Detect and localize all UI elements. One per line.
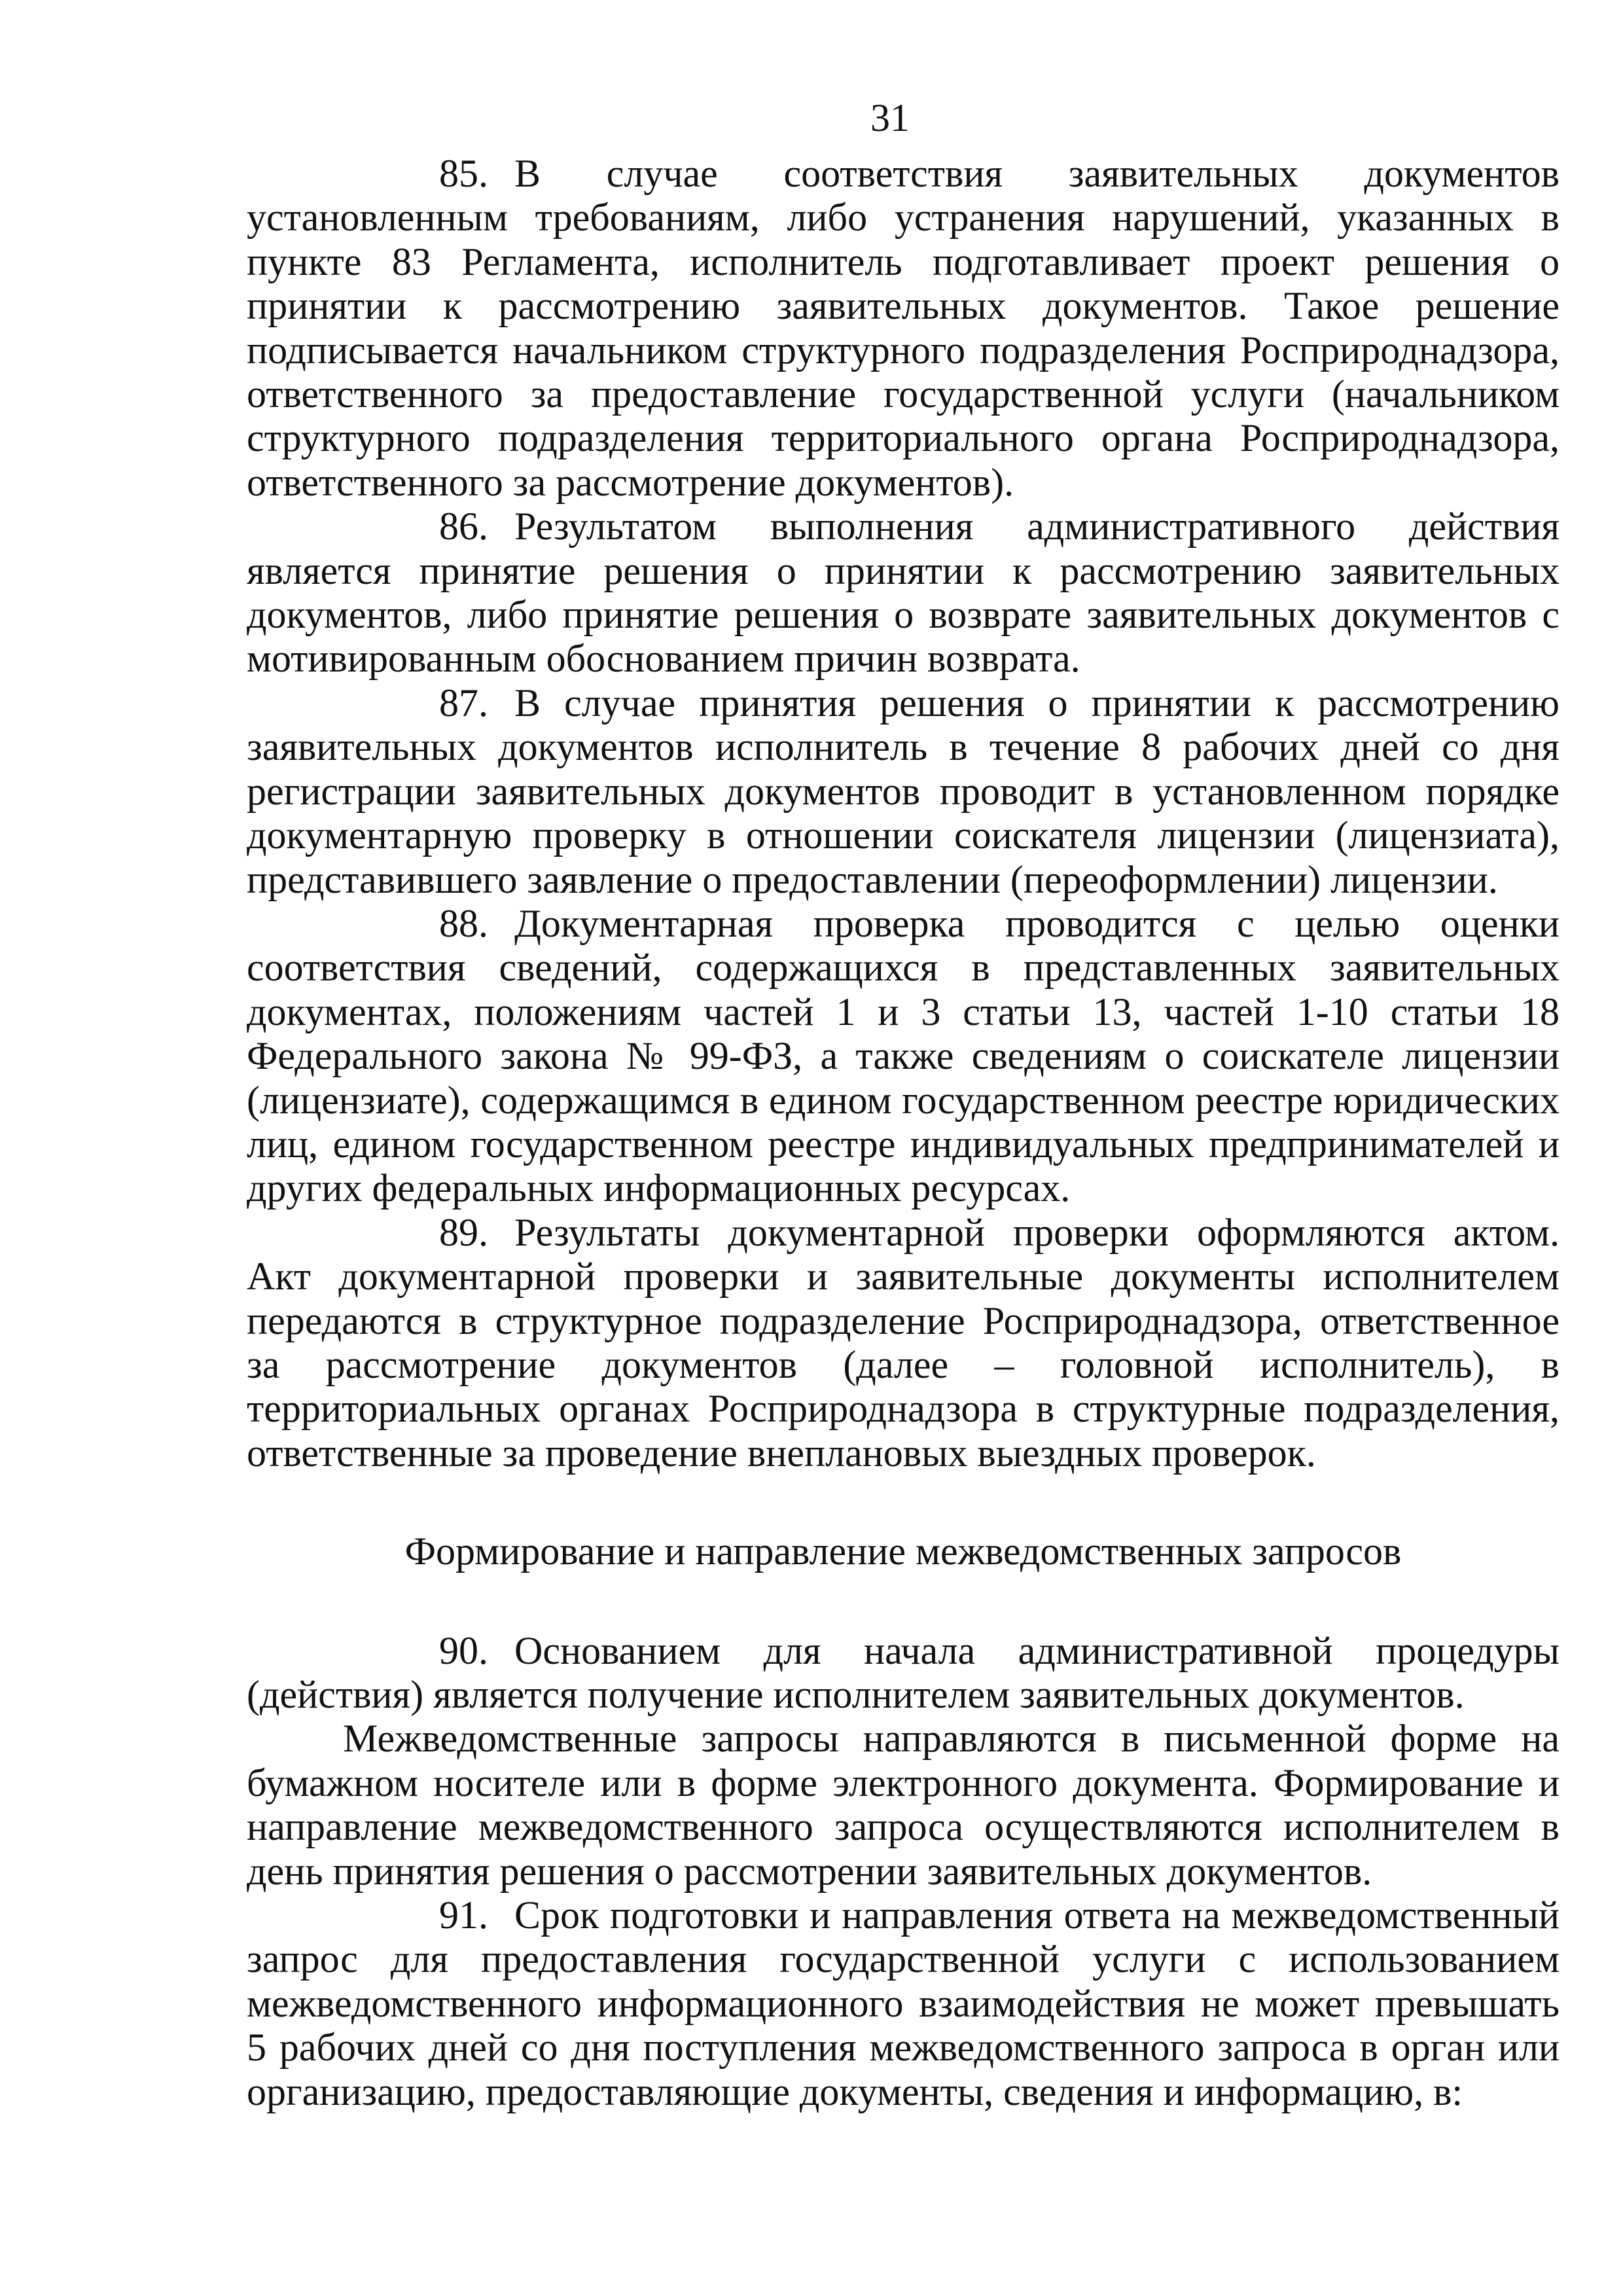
paragraph-90 xyxy=(247,1629,1560,1717)
paragraph-text: В случае соответствия заявительных документов установленным требованиям, либо устранения нарушений, указанных в пункте 83 Регламента, исполнитель подготавливает проект решения о принятии к рассмотрению заявительных документов. Такое решение подписывается начальником структурного подразделения Росприроднадзора, ответственного за предоставление государственной услуги (начальником структурного подразделения территориального органа Росприроднадзора, ответственного за рассмотрение документов). xyxy=(247,152,1560,504)
paragraph-text: Результаты документарной проверки оформляются актом. Акт документарной проверки и заявительные документы исполнителем передаются в структурное подразделение Росприроднадзора, ответственное за рассмотрение документов (далее – головной исполнитель), в территориальных органах Росприроднадзора в структурные подразделения, ответственные за проведение внеплановых выездных проверок. xyxy=(247,1210,1560,1475)
paragraph-88 xyxy=(247,902,1560,1211)
paragraph-number: 87. xyxy=(439,681,488,725)
paragraph-text: Документарная проверка проводится с целью оценки соответствия сведений, содержащихся в представленных заявительных документах, положениям частей 1 и 3 статьи 13, частей 1-10 статьи 18 Федерального закона № 99-ФЗ, а также сведениям о соискателе лицензии (лицензиате), содержащимся в едином государственном реестре юридических лиц, едином государственном реестре индивидуальных предпринимателей и других федеральных информационных ресурсах. xyxy=(247,901,1560,1210)
paragraph-87 xyxy=(247,681,1560,902)
paragraph-86 xyxy=(247,505,1560,681)
paragraph-89 xyxy=(247,1211,1560,1475)
paragraph-91 xyxy=(247,1893,1560,2114)
paragraph-number: 91. xyxy=(439,1893,488,1937)
document-body xyxy=(247,152,1560,2114)
paragraph-text: Основанием для начала административной процедуры (действия) является получение исполнителем заявительных документов. xyxy=(247,1628,1560,1716)
paragraph-interagency-requests xyxy=(247,1717,1560,1893)
paragraph-number: 90. xyxy=(439,1628,488,1672)
paragraph-number: 89. xyxy=(439,1210,488,1254)
paragraph-85 xyxy=(247,152,1560,505)
paragraph-number: 85. xyxy=(439,152,488,195)
paragraph-text: В случае принятия решения о принятии к рассмотрению заявительных документов исполнитель в течение 8 рабочих дней со дня регистрации заявительных документов проводит в установленном порядке документарную проверку в отношении соискателя лицензии (лицензиата), представившего заявление о предоставлении (переоформлении) лицензии. xyxy=(247,681,1560,901)
paragraph-text: Межведомственные запросы направляются в письменной форме на бумажном носителе или в форме электронного документа. Формирование и направление межведомственного запроса осуществляются исполнителем в день принятия решения о рассмотрении заявительных документов. xyxy=(247,1717,1560,1893)
page-number: 31 xyxy=(870,96,910,139)
paragraph-text: Результатом выполнения административного действия является принятие решения о принятии к рассмотрению заявительных документов, либо принятие решения о возврате заявительных документов с мотивированным обоснованием причин возврата. xyxy=(247,505,1560,681)
section-heading: Формирование и направление межведомственных запросов xyxy=(404,1530,1402,1573)
paragraph-text: Срок подготовки и направления ответа на межведомственный запрос для предоставления государственной услуги с использованием межведомственного информационного взаимодействия не может превышать 5 рабочих дней со дня поступления межведомственного запроса в орган или организацию, предоставляющие документы, сведения и информацию, в: xyxy=(247,1893,1560,2113)
paragraph-number: 88. xyxy=(439,901,488,945)
paragraph-number: 86. xyxy=(439,505,488,548)
